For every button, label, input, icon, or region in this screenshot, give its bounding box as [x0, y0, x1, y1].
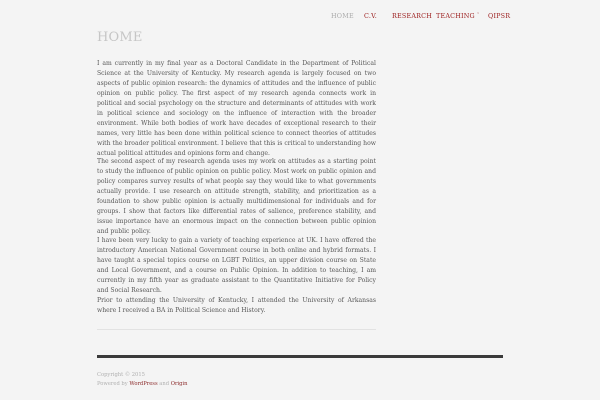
paragraph-teaching: I have been very lucky to gain a variety of teaching experience at UK. I have offered the introductory American National Government course in both online and hybrid formats. I have taught a special topics course on LGBT Politics, an upper division course on State and Local Government, and a course on Public Opinion. In addition to teaching, I am currently in my fifth year as graduate assistant to the Quantitative Initiative for Policy and Social Research. [97, 237, 376, 295]
footer-powered-by: Powered by [97, 381, 128, 387]
nav-cv[interactable]: C.V. [364, 12, 378, 20]
nav-teaching[interactable] [436, 11, 480, 22]
nav-home[interactable]: HOME [331, 12, 354, 20]
paragraph-research-intro: I am currently in my final year as a Doctoral Candidate in the Department of Political Science at the University of Kentucky. My research agenda is largely focused on two aspects of public opinion research: the dynamics of attitudes and the influence of public opinion on public policy. The first aspect of my research agenda connects work in political and social psychology on the structure and determinants of attitudes with work in political science and sociology on the influence of interaction with the broader environment. While both bodies of work have decades of exceptional research to their names, very little has been done within political science to connect theories of attitudes with the broader political environment. I believe that this is critical to understanding how actual political attitudes and opinions form and change. [97, 60, 376, 158]
paragraph-education: Prior to attending the University of Kentucky, I attended the University of Arkansas where I received a BA in Political Science and History. [97, 297, 376, 315]
footer-credits [97, 380, 187, 388]
footer-copyright: Copyright © 2015 [97, 372, 145, 378]
chevron-down-icon: ˅ [476, 12, 480, 18]
footer-divider [97, 355, 503, 358]
nav-teaching-label: TEACHING [436, 12, 475, 20]
nav-research[interactable]: RESEARCH [392, 12, 433, 20]
paragraph-research-policy: The second aspect of my research agenda uses my work on attitudes as a starting point to study the influence of public opinion on public policy. Most work on public opinion and policy compares survey results of what people say they would like to what governments actually provide. I use research on attitude strength, stability, and prioritization as a foundation to show public opinion is actually multidimensional for individuals and for groups. I show that factors like differential rates of salience, preference stability, and issue importance have an enormous impact on the connection between public opinion and public policy. [97, 158, 376, 236]
main-content [97, 30, 376, 315]
page-title: HOME [97, 30, 143, 45]
top-navigation [0, 11, 600, 23]
footer-and: and [159, 381, 170, 387]
origin-theme-link[interactable]: Origin [170, 381, 188, 387]
content-divider [97, 329, 376, 330]
wordpress-link[interactable]: WordPress [129, 381, 158, 387]
nav-qipsr[interactable]: QIPSR [488, 12, 511, 20]
